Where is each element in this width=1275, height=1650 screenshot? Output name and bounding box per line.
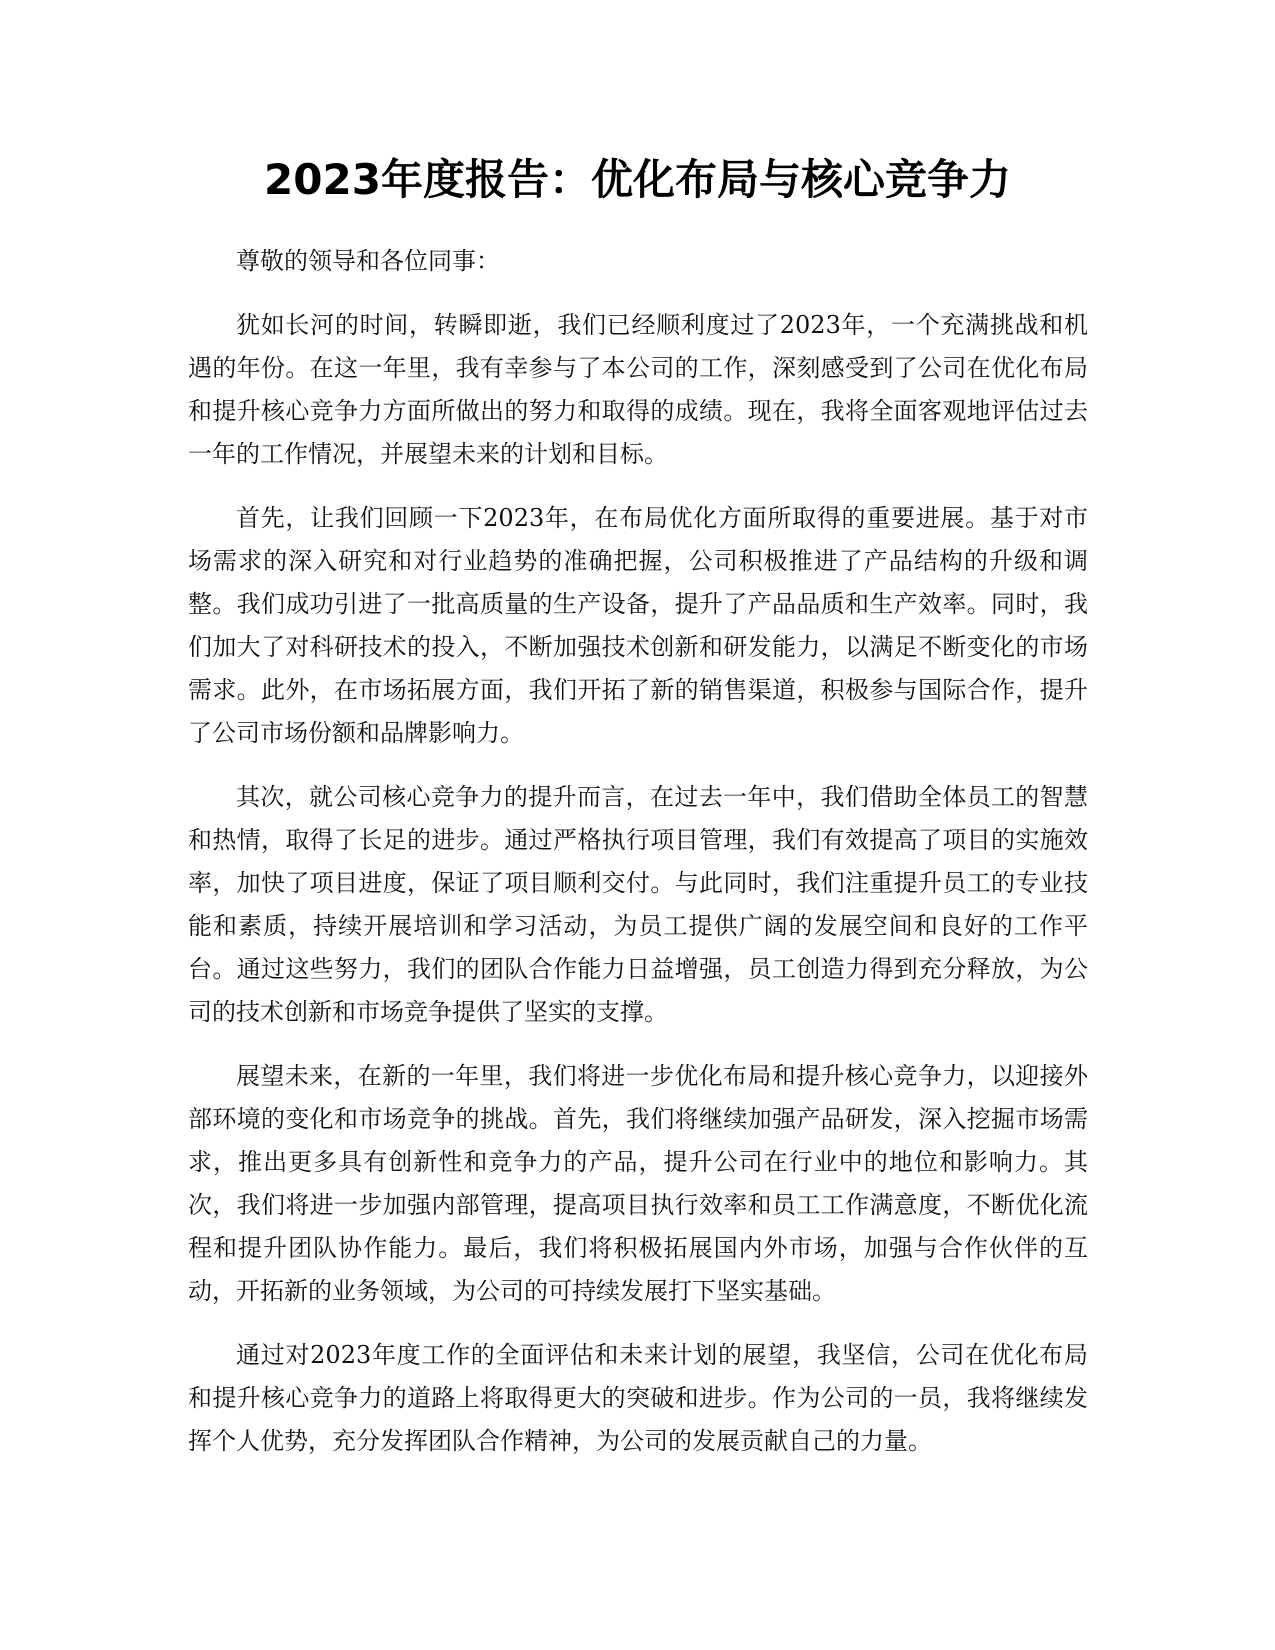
- salutation-paragraph: 尊敬的领导和各位同事：: [236, 247, 500, 275]
- conclusion-paragraph: 通过对2023年度工作的全面评估和未来计划的展望，我坚信，公司在优化布局和提升核心竞争力的道路上将取得更大的突破和进步。作为公司的一员，我将继续发挥个人优势，充分发挥团队合作精神，为公司的发展贡献自己的力量。: [188, 1341, 1088, 1455]
- document-title: 2023年度报告：优化布局与核心竞争力: [264, 155, 1011, 204]
- document-body: [188, 240, 1088, 1484]
- layout-progress-paragraph: 首先，让我们回顾一下2023年，在布局优化方面所取得的重要进展。基于对市场需求的深入研究和对行业趋势的准确把握，公司积极推进了产品结构的升级和调整。我们成功引进了一批高质量的生产设备，提升了产品品质和生产效率。同时，我们加大了对科研技术的投入，不断加强技术创新和研发能力，以满足不断变化的市场需求。此外，在市场拓展方面，我们开拓了新的销售渠道，积极参与国际合作，提升了公司市场份额和品牌影响力。: [188, 504, 1088, 747]
- intro-paragraph: 犹如长河的时间，转瞬即逝，我们已经顺利度过了2023年，一个充满挑战和机遇的年份。在这一年里，我有幸参与了本公司的工作，深刻感受到了公司在优化布局和提升核心竞争力方面所做出的努力和取得的成绩。现在，我将全面客观地评估过去一年的工作情况，并展望未来的计划和目标。: [188, 311, 1088, 468]
- core-competitiveness-paragraph: 其次，就公司核心竞争力的提升而言，在过去一年中，我们借助全体员工的智慧和热情，取得了长足的进步。通过严格执行项目管理，我们有效提高了项目的实施效率，加快了项目进度，保证了项目顺利交付。与此同时，我们注重提升员工的专业技能和素质，持续开展培训和学习活动，为员工提供广阔的发展空间和良好的工作平台。通过这些努力，我们的团队合作能力日益增强，员工创造力得到充分释放，为公司的技术创新和市场竞争提供了坚实的支撑。: [188, 783, 1088, 1026]
- outlook-paragraph: 展望未来，在新的一年里，我们将进一步优化布局和提升核心竞争力，以迎接外部环境的变化和市场竞争的挑战。首先，我们将继续加强产品研发，深入挖掘市场需求，推出更多具有创新性和竞争力的产品，提升公司在行业中的地位和影响力。其次，我们将进一步加强内部管理，提高项目执行效率和员工工作满意度，不断优化流程和提升团队协作能力。最后，我们将积极拓展国内外市场，加强与合作伙伴的互动，开拓新的业务领域，为公司的可持续发展打下坚实基础。: [188, 1062, 1088, 1305]
